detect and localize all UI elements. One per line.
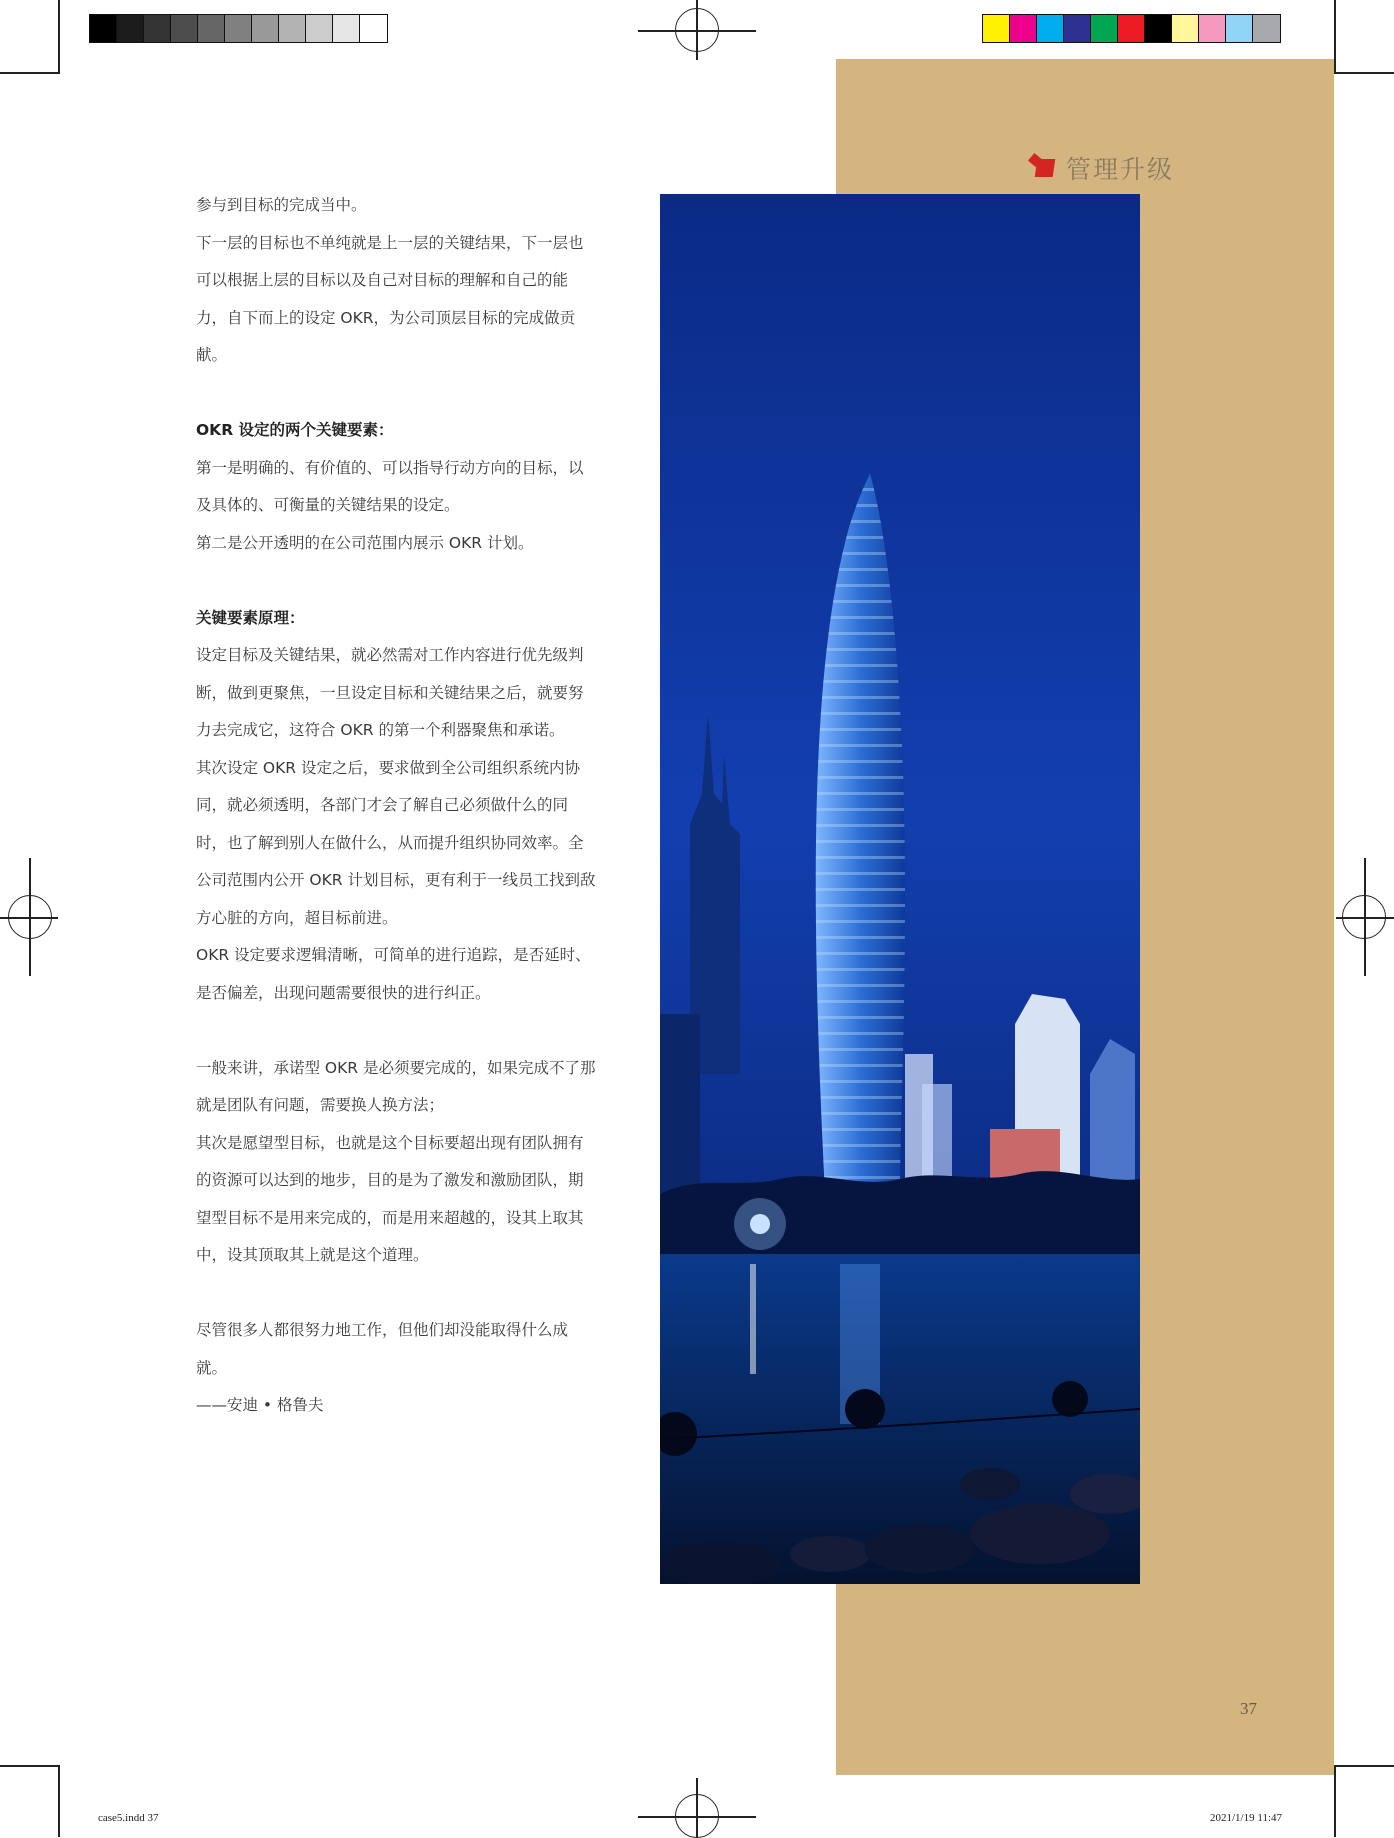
paragraph: OKR 设定要求逻辑清晰，可简单的进行追踪，是否延时、是否偏差，出现问题需要很快的进行纠正。 <box>196 946 591 1002</box>
color-swatch <box>1172 15 1199 42</box>
color-swatch <box>171 15 198 42</box>
color-swatch <box>1145 15 1172 42</box>
page-number: 37 <box>1240 1699 1257 1718</box>
crop-mark <box>58 0 60 74</box>
color-swatch <box>1064 15 1091 42</box>
color-swatch <box>198 15 225 42</box>
color-swatch <box>306 15 333 42</box>
color-swatch <box>279 15 306 42</box>
section-label: 管理升级 <box>1066 155 1175 184</box>
paragraph: 其次是愿望型目标，也就是这个目标要超出现有团队拥有的资源可以达到的地步，目的是为了激发和激励团队，期望型目标不是用来完成的，而是用来超越的，设其上取其中，设其顶取其上就是这个道理。 <box>196 1133 584 1264</box>
paragraph: 第二是公开透明的在公司范围内展示 OKR 计划。 <box>196 533 534 552</box>
quote-author: ——安迪 • 格鲁夫 <box>196 1396 324 1414</box>
paragraph: 设定目标及关键结果，就必然需对工作内容进行优先级判断，做到更聚焦，一旦设定目标和关键结果之后，就要努力去完成它，这符合 OKR 的第一个利器聚焦和承诺。 <box>196 646 584 739</box>
color-swatch <box>360 15 387 42</box>
color-swatch <box>1118 15 1145 42</box>
paragraph: 一般来讲，承诺型 OKR 是必须要完成的，如果完成不了那就是团队有问题，需要换人换方法； <box>196 1058 596 1114</box>
registration-line <box>696 1778 698 1837</box>
subheading: OKR 设定的两个关键要素： <box>196 421 394 439</box>
quote: 尽管很多人都很努力地工作，但他们却没能取得什么成就。 <box>196 1321 569 1377</box>
color-swatch <box>1199 15 1226 42</box>
process-color-bar <box>982 14 1281 43</box>
crop-mark <box>1334 1765 1336 1837</box>
color-swatch <box>225 15 252 42</box>
color-swatch <box>117 15 144 42</box>
color-swatch <box>252 15 279 42</box>
crop-mark <box>1334 0 1336 74</box>
flag-icon <box>1030 155 1056 181</box>
crop-mark <box>0 72 58 74</box>
registration-line <box>696 0 698 60</box>
registration-line <box>29 858 31 976</box>
slug-timestamp: 2021/1/19 11:47 <box>1210 1812 1283 1824</box>
paragraph: 下一层的目标也不单纯就是上一层的关键结果，下一层也可以根据上层的目标以及自己对目标的理解和自己的能力，自下而上的设定 OKR，为公司顶层目标的完成做贡献。 <box>196 233 584 364</box>
registration-line <box>1364 858 1366 976</box>
skyscraper-night-photo <box>660 194 1140 1584</box>
color-swatch <box>1253 15 1280 42</box>
article-body <box>196 187 596 1425</box>
color-swatch <box>144 15 171 42</box>
paragraph: 参与到目标的完成当中。 <box>196 196 367 214</box>
color-swatch <box>1037 15 1064 42</box>
color-swatch <box>1010 15 1037 42</box>
section-tag <box>1030 150 1174 186</box>
paragraph: 第一是明确的、有价值的、可以指导行动方向的目标，以及具体的、可衡量的关键结果的设定。 <box>196 458 584 514</box>
slug-filename: case5.indd 37 <box>98 1812 159 1824</box>
crop-mark <box>1336 72 1394 74</box>
crop-mark <box>58 1765 60 1837</box>
color-swatch <box>1226 15 1253 42</box>
color-swatch <box>1091 15 1118 42</box>
color-swatch <box>983 15 1010 42</box>
subheading: 关键要素原理： <box>196 608 305 627</box>
color-swatch <box>90 15 117 42</box>
paragraph: 其次设定 OKR 设定之后，要求做到全公司组织系统内协同，就必须透明，各部门才会了解自己必须做什么的同时，也了解到别人在做什么，从而提升组织协同效率。全公司范围内公开 OKR 计划目标，更有利于一线员工找到敌方心脏的方向，超目标前进。 <box>196 758 596 927</box>
color-swatch <box>333 15 360 42</box>
crop-mark <box>1336 1765 1394 1767</box>
crop-mark <box>0 1765 58 1767</box>
grayscale-color-bar <box>89 14 388 43</box>
